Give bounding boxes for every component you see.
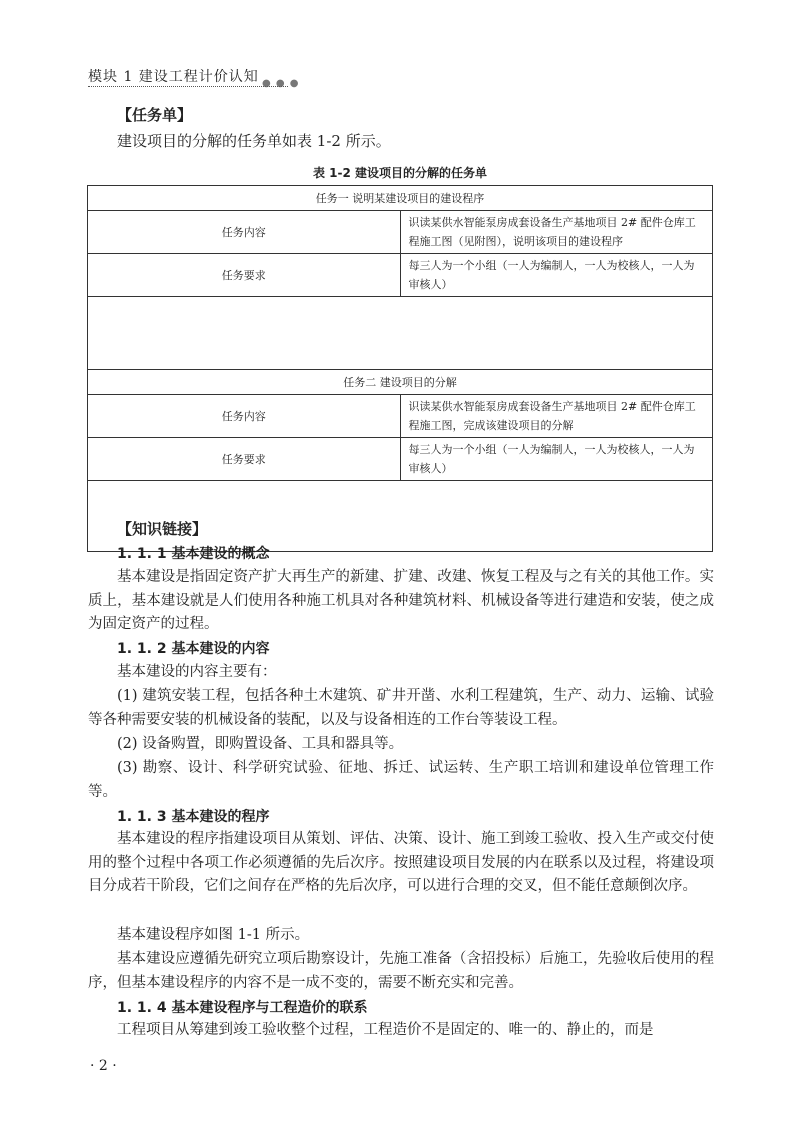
section-1-1-3-para-2: 基本建设程序如图 1-1 所示。 bbox=[117, 927, 310, 943]
page-number: · 2 · bbox=[90, 1058, 117, 1074]
section-1-1-4-para-1: 工程项目从筹建到竣工验收整个过程，工程造价不是固定的、唯一的、静止的，而是 bbox=[117, 1022, 654, 1038]
task2-content: 识读某供水智能泵房成套设备生产基地项目 2# 配件仓库工程施工图，完成该建设项目的分解 bbox=[400, 395, 713, 438]
task1-content-label: 任务内容 bbox=[88, 211, 401, 254]
section-1-1-3-para-1: 基本建设的程序指建设项目从策划、评估、决策、设计、施工到竣工验收、投入生产或交付使用的整个过程中各项工作必须遵循的先后次序。按照建设项目发展的内在联系以及过程，将建设项目分成若干阶段，它们之间存在严格的先后次序，可以进行合理的交叉，但不能任意颠倒次序。 bbox=[88, 831, 714, 894]
task-sheet-intro: 建设项目的分解的任务单如表 1-2 所示。 bbox=[117, 132, 391, 150]
table-caption: 表 1-2 建设项目的分解的任务单 bbox=[312, 166, 488, 180]
task1-requirement-label: 任务要求 bbox=[88, 254, 401, 297]
task2-requirement: 每三人为一个小组（一人为编制人，一人为校核人，一人为审核人） bbox=[400, 438, 713, 481]
section-1-1-2-heading: 1. 1. 2 基本建设的内容 bbox=[117, 638, 269, 658]
task2-content-label: 任务内容 bbox=[88, 395, 401, 438]
header-rule bbox=[88, 86, 288, 87]
task-sheet-title: 【任务单】 bbox=[117, 106, 193, 124]
running-header: 模块 1 建设工程计价认知 bbox=[88, 69, 259, 85]
task2-title: 任务二 建设项目的分解 bbox=[88, 370, 713, 395]
section-1-1-4-title: 1. 1. 4 基本建设程序与工程造价的联系 bbox=[117, 1000, 368, 1016]
section-1-1-2-para-1: 基本建设的内容主要有： bbox=[117, 664, 277, 680]
task1-content: 识读某供水智能泵房成套设备生产基地项目 2# 配件仓库工程施工图（见附图），说明该项目的建设程序 bbox=[400, 211, 713, 254]
task2-blank-area bbox=[88, 481, 713, 552]
task2-requirement-label: 任务要求 bbox=[88, 438, 401, 481]
knowledge-title: 【知识链接】 bbox=[117, 520, 208, 538]
task1-requirement: 每三人为一个小组（一人为编制人，一人为校核人，一人为审核人） bbox=[400, 254, 713, 297]
task1-blank-area bbox=[88, 297, 713, 370]
section-1-1-3-title: 1. 1. 3 基本建设的程序 bbox=[117, 809, 270, 825]
section-1-1-1-para: 基本建设是指固定资产扩大再生产的新建、扩建、改建、恢复工程及与之有关的其他工作。实质上，基本建设就是人们使用各种施工机具对各种建筑材料、机械设备等进行建造和安装，使之成为固定资产的过程。 bbox=[88, 569, 714, 632]
section-1-1-2-para-2: (1) 建筑安装工程，包括各种土木建筑、矿井开凿、水利工程建筑，生产、动力、运输、试验等各种需要安装的机械设备的装配，以及与设备相连的工作台等装设工程。 bbox=[88, 688, 714, 728]
task1-title: 任务一 说明某建设项目的建设程序 bbox=[88, 186, 713, 211]
section-1-1-3-para-3: 基本建设应遵循先研究立项后勘察设计，先施工准备（含招投标）后施工，先验收后使用的程序，但基本建设程序的内容不是一成不变的，需要不断充实和完善。 bbox=[88, 951, 714, 991]
section-1-1-1-title: 1. 1. 1 基本建设的概念 bbox=[117, 546, 270, 562]
task-table bbox=[87, 185, 713, 552]
section-1-1-2-para-3: (2) 设备购置，即购置设备、工具和器具等。 bbox=[117, 736, 404, 752]
section-1-1-2-para-4: (3) 勘察、设计、科学研究试验、征地、拆迁、试运转、生产职工培训和建设单位管理工作等。 bbox=[88, 760, 714, 800]
header-dots: ● ● ● bbox=[262, 78, 300, 89]
